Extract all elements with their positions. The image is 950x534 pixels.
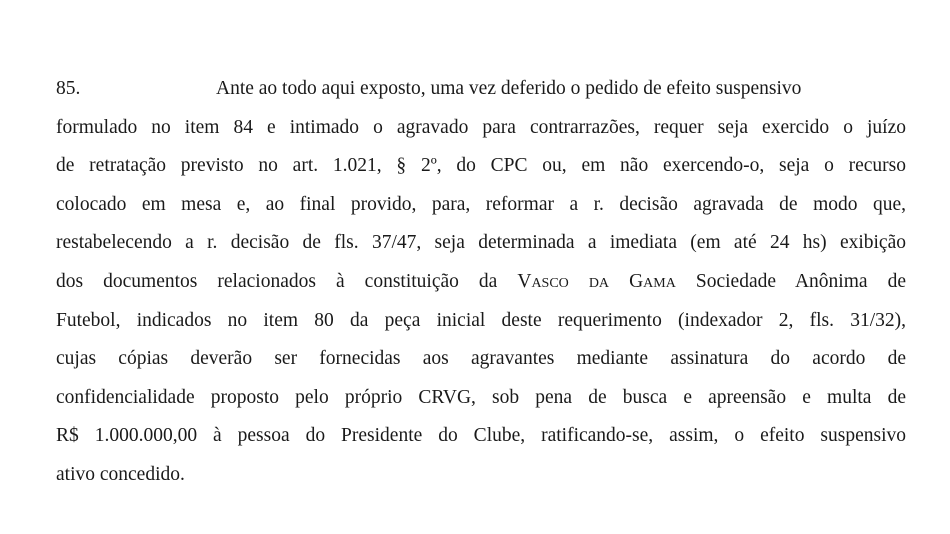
- paragraph-line-7: Futebol, indicados no item 80 da peça inicial deste requerimento (indexador 2, fls. 31/32),: [56, 309, 906, 331]
- paragraph-line-4: colocado em mesa e, ao final provido, para, reformar a r. decisão agravada de modo que,: [56, 193, 906, 215]
- paragraph-line-10: R$ 1.000.000,00 à pessoa do Presidente do Clube, ratificando-se, assim, o efeito suspensivo: [56, 425, 906, 447]
- paragraph-line-5: restabelecendo a r. decisão de fls. 37/47, seja determinada a imediata (em até 24 hs) exibição: [56, 232, 906, 254]
- paragraph-line-9: confidencialidade proposto pelo próprio CRVG, sob pena de busca e apreensão e multa de: [56, 386, 906, 408]
- paragraph-line-8: cujas cópias deverão ser fornecidas aos agravantes mediante assinatura do acordo de: [56, 348, 906, 370]
- paragraph-text: Ante ao todo aqui exposto, uma vez deferido o pedido de efeito suspensivo: [216, 78, 802, 99]
- paragraph-line-11: ativo concedido.: [56, 463, 185, 485]
- paragraph-line-2: formulado no item 84 e intimado o agravado para contrarrazões, requer seja exercido o juízo: [56, 116, 906, 138]
- paragraph-85: [56, 70, 906, 495]
- paragraph-text: dos documentos relacionados à constituição da: [56, 270, 518, 292]
- paragraph-number: 85.: [56, 78, 81, 99]
- paragraph-line-6: [56, 263, 906, 302]
- company-name: Vasco da Gama: [517, 270, 676, 292]
- paragraph-text: Sociedade Anônima de: [675, 270, 906, 292]
- paragraph-line-3: de retratação previsto no art. 1.021, § 2º, do CPC ou, em não exercendo-o, seja o recurso: [56, 155, 906, 177]
- paragraph-line-1: [56, 70, 906, 109]
